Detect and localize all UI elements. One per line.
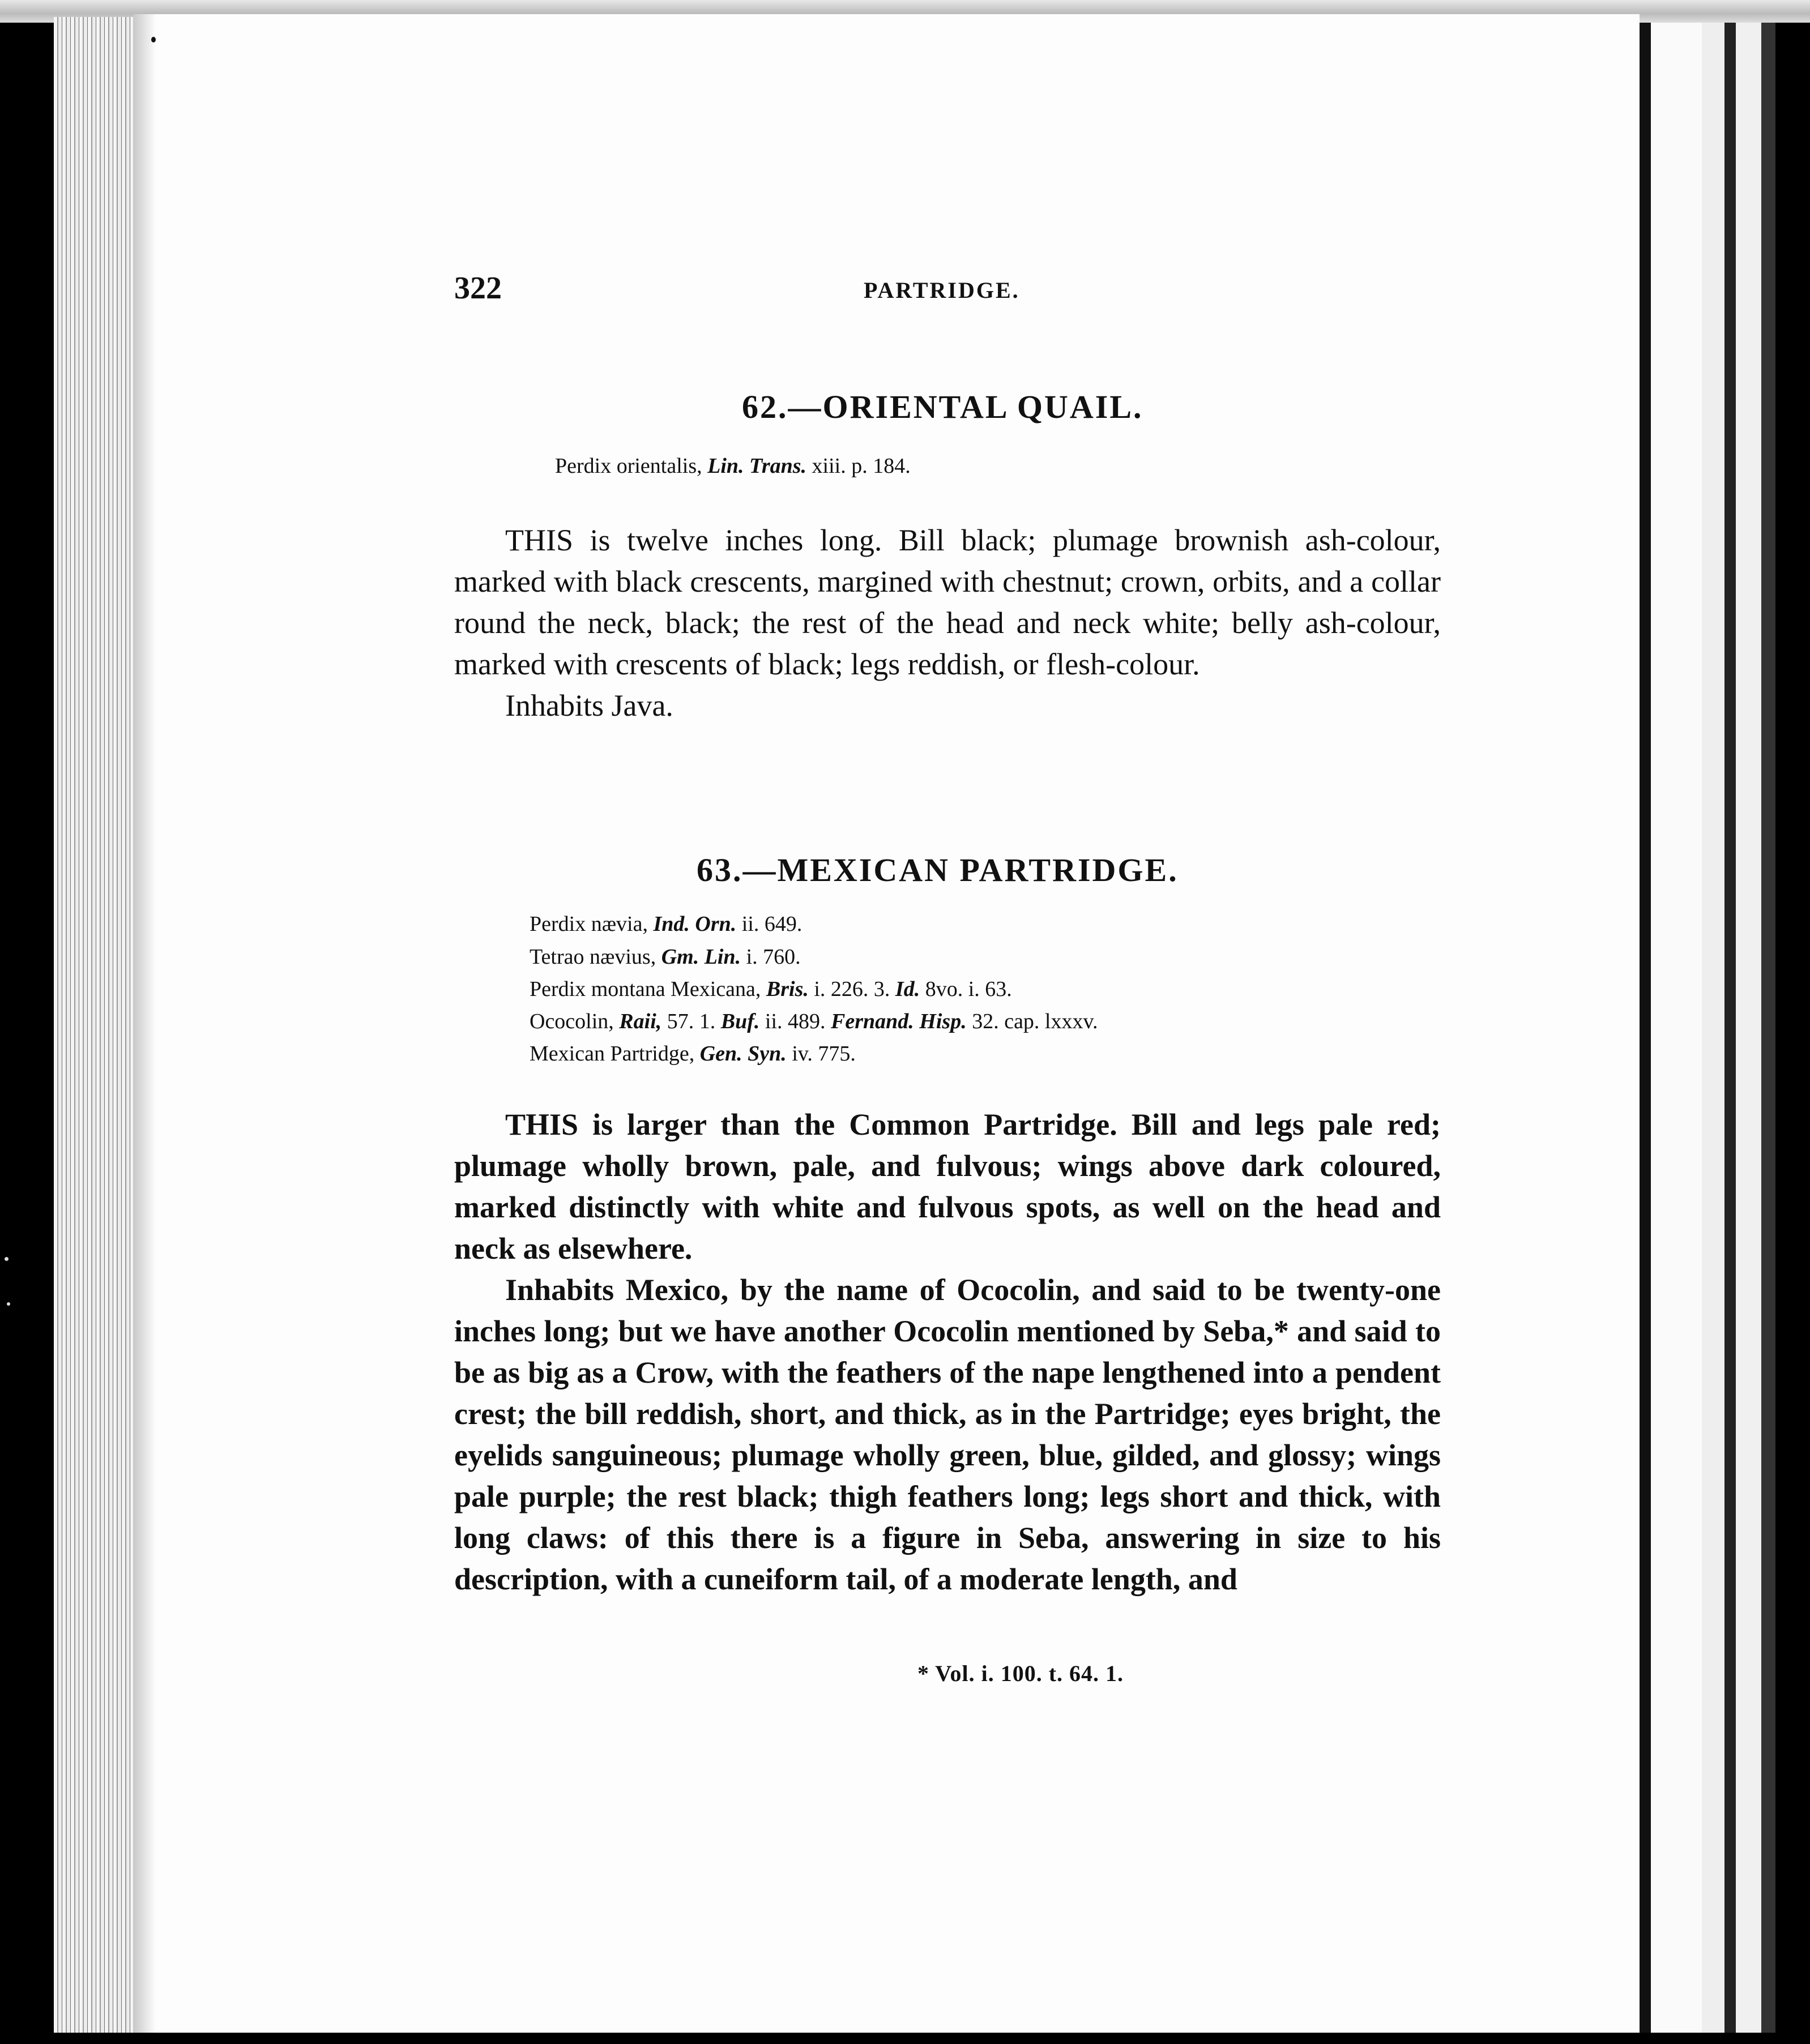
paragraph: Inhabits Mexico, by the name of Ococolin, and said to be twenty-one inches long; but we have another Ococolin mentioned by Seba,* and said to be as big as a Crow, with the feathers of the nape lengthened into a pendent crest; the bill reddish, short, and thick, as in the Partridge; eyes bright, the eyelids sanguineous; plumage wholly green, blue, gilded, and glossy; wings pale purple; the rest black; thigh feathers long; legs short and thick, with long claws: of this there is a figure in Seba, answering in size to his description, with a cuneiform tail, of a moderate length, and <box>454 1273 1441 1596</box>
section-62-body <box>454 520 1441 726</box>
synonym-tail: i. 760. <box>741 945 801 969</box>
section-63-body <box>454 1104 1441 1600</box>
synonym-name: Perdix montana Mexicana, <box>530 977 766 1001</box>
page-edges-left <box>54 17 139 2033</box>
synonym-ref: Fernand. Hisp. <box>831 1010 967 1033</box>
synonym-name: Perdix nævia, <box>530 912 654 936</box>
section-title-63: 63.—MEXICAN PARTRIDGE. <box>697 852 1179 888</box>
scan-speck <box>5 1257 8 1261</box>
page-number: 322 <box>454 271 502 306</box>
synonym-name: Perdix orientalis, <box>555 454 708 478</box>
scan-speck <box>7 1302 10 1306</box>
synonym-tail: 8vo. i. 63. <box>920 977 1012 1001</box>
synonym-name: Ococolin, <box>530 1010 620 1033</box>
page-header <box>133 270 1640 304</box>
synonym-ref: Ind. Orn. <box>653 912 737 936</box>
synonym-tail: xiii. p. 184. <box>806 454 911 478</box>
synonym-tail: 32. cap. lxxxv. <box>966 1010 1098 1033</box>
synonym-line <box>530 1041 856 1066</box>
paragraph: THIS is larger than the Common Partridge. Bill and legs pale red; plumage wholly brown, pale, and fulvous; wings above dark coloured, marked distinctly with white and fulvous spots, as well on the head and neck as elsewhere. <box>454 1107 1441 1265</box>
synonym-ref: Buf. <box>720 1010 760 1033</box>
page-edges-right <box>1640 23 1775 2033</box>
synonym-line <box>530 1009 1098 1034</box>
gutter-shadow <box>133 14 156 2033</box>
synonym-line <box>530 912 802 937</box>
synonym-line <box>530 944 801 969</box>
synonym-line <box>530 977 1012 1002</box>
synonym-ref: Gen. Syn. <box>699 1042 787 1066</box>
section-title-62: 62.—ORIENTAL QUAIL. <box>742 388 1143 425</box>
synonym-ref: Raii, <box>619 1010 662 1033</box>
synonym-line <box>555 454 911 478</box>
synonym-tail: iv. 775. <box>786 1042 856 1066</box>
scan-speck <box>151 37 156 42</box>
paragraph: Inhabits Java. <box>505 689 673 722</box>
footnote: * Vol. i. 100. t. 64. 1. <box>917 1661 1124 1686</box>
synonym-ref: Id. <box>895 977 920 1001</box>
synonym-tail: ii. 649. <box>736 912 802 936</box>
paragraph: THIS is twelve inches long. Bill black; plumage brownish ash-colour, marked with black crescents, margined with chestnut; crown, orbits, and a collar round the neck, black; the rest of the head and neck white; belly ash-colour, marked with crescents of black; legs reddish, or flesh-colour. <box>454 523 1441 681</box>
synonym-name: Tetrao nævius, <box>530 945 661 969</box>
book-page <box>133 14 1640 2033</box>
synonym-name: Mexican Partridge, <box>530 1042 700 1066</box>
synonym-ref: Gm. Lin. <box>661 945 741 969</box>
synonym-ref: Bris. <box>766 977 809 1001</box>
synonym-tail: ii. 489. <box>759 1010 831 1033</box>
synonym-tail: i. 226. 3. <box>808 977 895 1001</box>
synonym-tail: 57. 1. <box>661 1010 721 1033</box>
synonym-ref: Lin. Trans. <box>707 454 807 478</box>
running-head: PARTRIDGE. <box>864 277 1020 303</box>
